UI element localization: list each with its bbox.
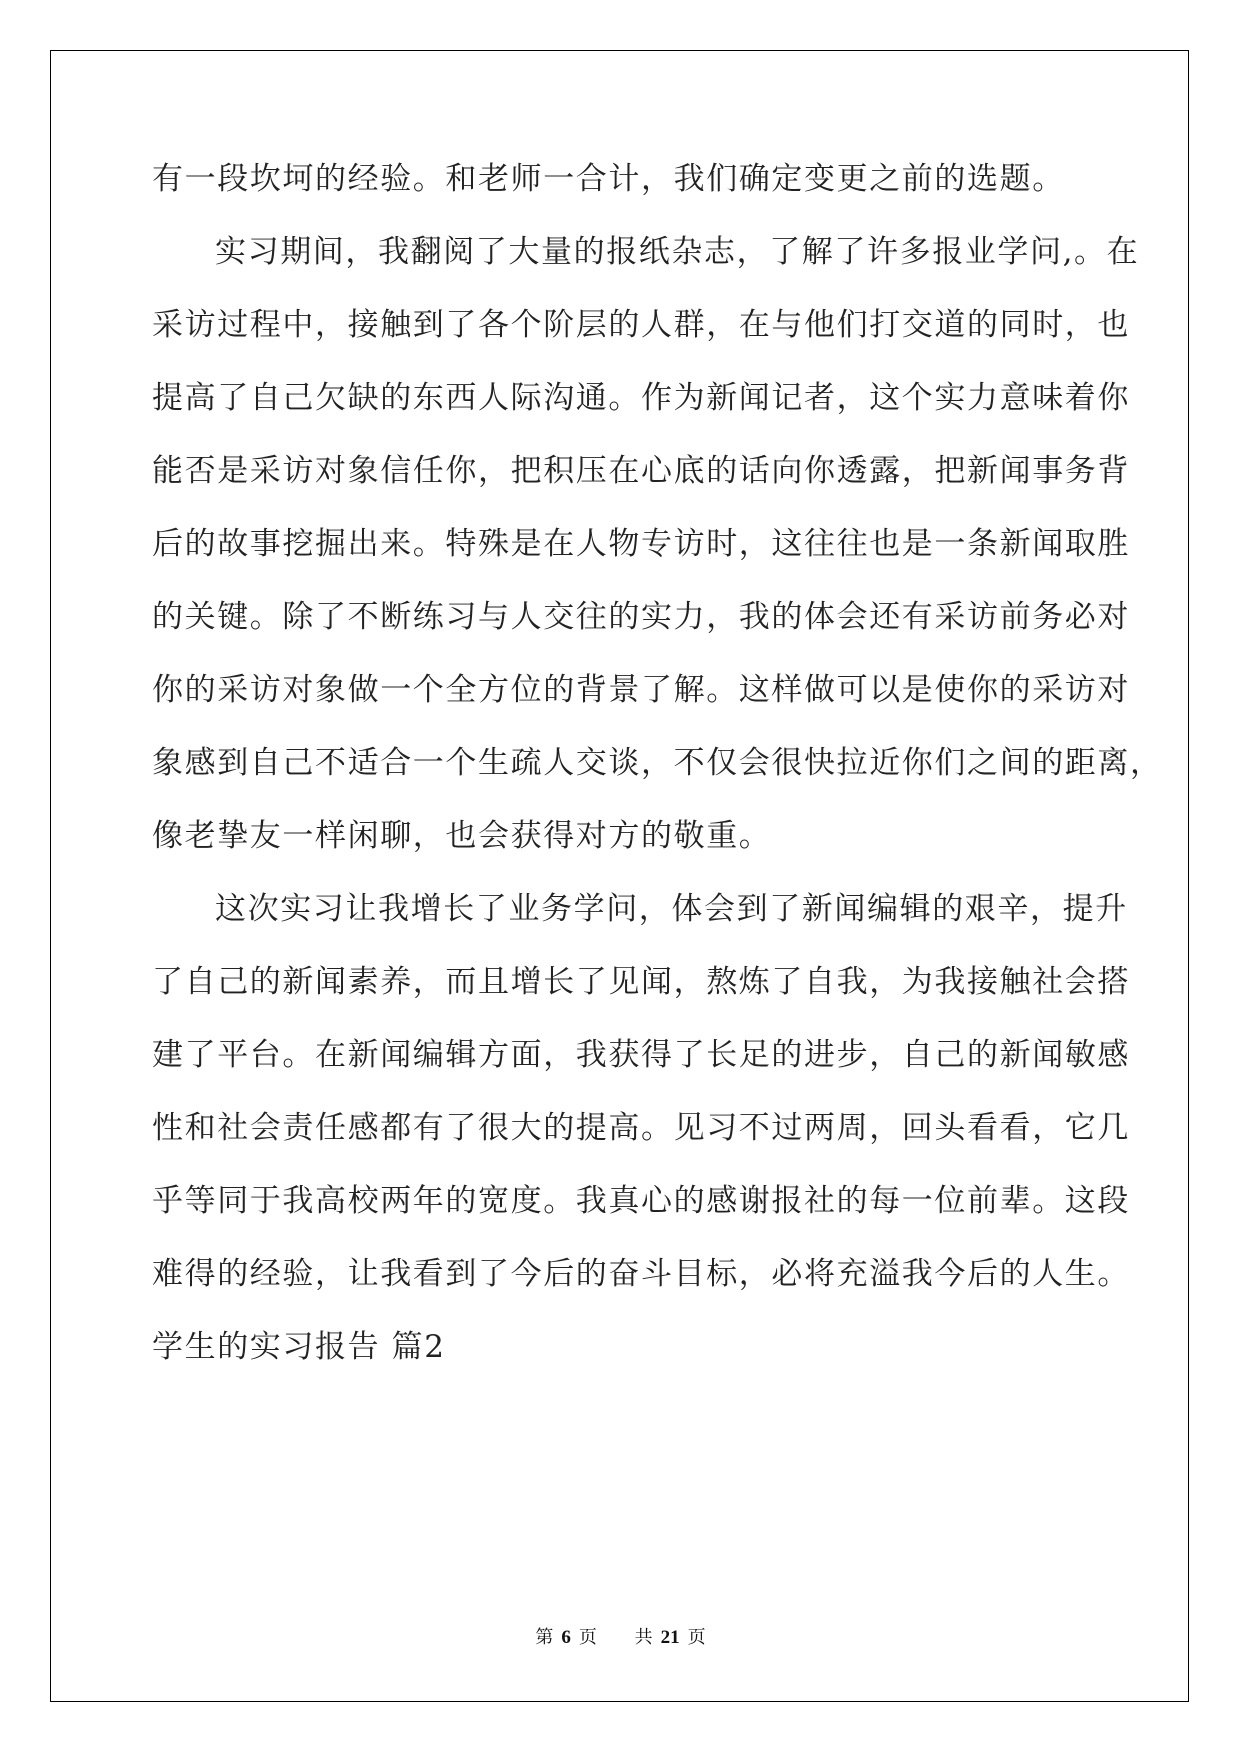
text-line: 像老挚友一样闲聊，也会获得对方的敬重。 xyxy=(152,818,772,854)
text-line: 采访过程中，接触到了各个阶层的人群，在与他们打交道的同时，也 xyxy=(152,307,1130,343)
text-line: 象感到自己不适合一个生疏人交谈，不仅会很快拉近你们之间的距离， xyxy=(152,745,1163,781)
page-unit: 页 xyxy=(578,1627,597,1648)
text-line: 能否是采访对象信任你，把积压在心底的话向你透露，把新闻事务背 xyxy=(152,453,1130,489)
page-indicator xyxy=(527,1627,605,1648)
text-line: 难得的经验，让我看到了今后的奋斗目标，必将充溢我今后的人生。 xyxy=(152,1256,1130,1292)
total-unit: 页 xyxy=(687,1627,706,1648)
text-line: 这次实习让我增长了业务学问，体会到了新闻编辑的艰辛，提升 xyxy=(215,891,1128,927)
text-line: 后的故事挖掘出来。特殊是在人物专访时，这往往也是一条新闻取胜 xyxy=(152,526,1130,562)
section-heading: 学生的实习报告 篇2 xyxy=(152,1329,446,1365)
text-line: 你的采访对象做一个全方位的背景了解。这样做可以是使你的采访对 xyxy=(152,672,1130,708)
page-number: 6 xyxy=(561,1627,571,1648)
text-line: 的关键。除了不断练习与人交往的实力，我的体会还有采访前务必对 xyxy=(152,599,1130,635)
total-prefix: 共 xyxy=(634,1627,653,1648)
text-line: 性和社会责任感都有了很大的提高。见习不过两周，回头看看，它几 xyxy=(152,1110,1130,1146)
text-line: 提高了自己欠缺的东西人际沟通。作为新闻记者，这个实力意味着你 xyxy=(152,380,1130,416)
page-border xyxy=(50,50,1189,1702)
text-line: 乎等同于我高校两年的宽度。我真心的感谢报社的每一位前辈。这段 xyxy=(152,1183,1130,1219)
total-pages: 21 xyxy=(660,1627,680,1648)
total-indicator xyxy=(627,1627,714,1648)
text-line: 了自己的新闻素养，而且增长了见闻，熬炼了自我，为我接触社会搭 xyxy=(152,964,1130,1000)
text-line: 有一段坎坷的经验。和老师一合计，我们确定变更之前的选题。 xyxy=(152,161,1065,197)
text-line: 实习期间，我翻阅了大量的报纸杂志，了解了许多报业学问,。在 xyxy=(215,234,1140,270)
page-footer xyxy=(0,1623,1241,1649)
page-prefix: 第 xyxy=(535,1627,554,1648)
text-line: 建了平台。在新闻编辑方面，我获得了长足的进步，自己的新闻敏感 xyxy=(152,1037,1130,1073)
